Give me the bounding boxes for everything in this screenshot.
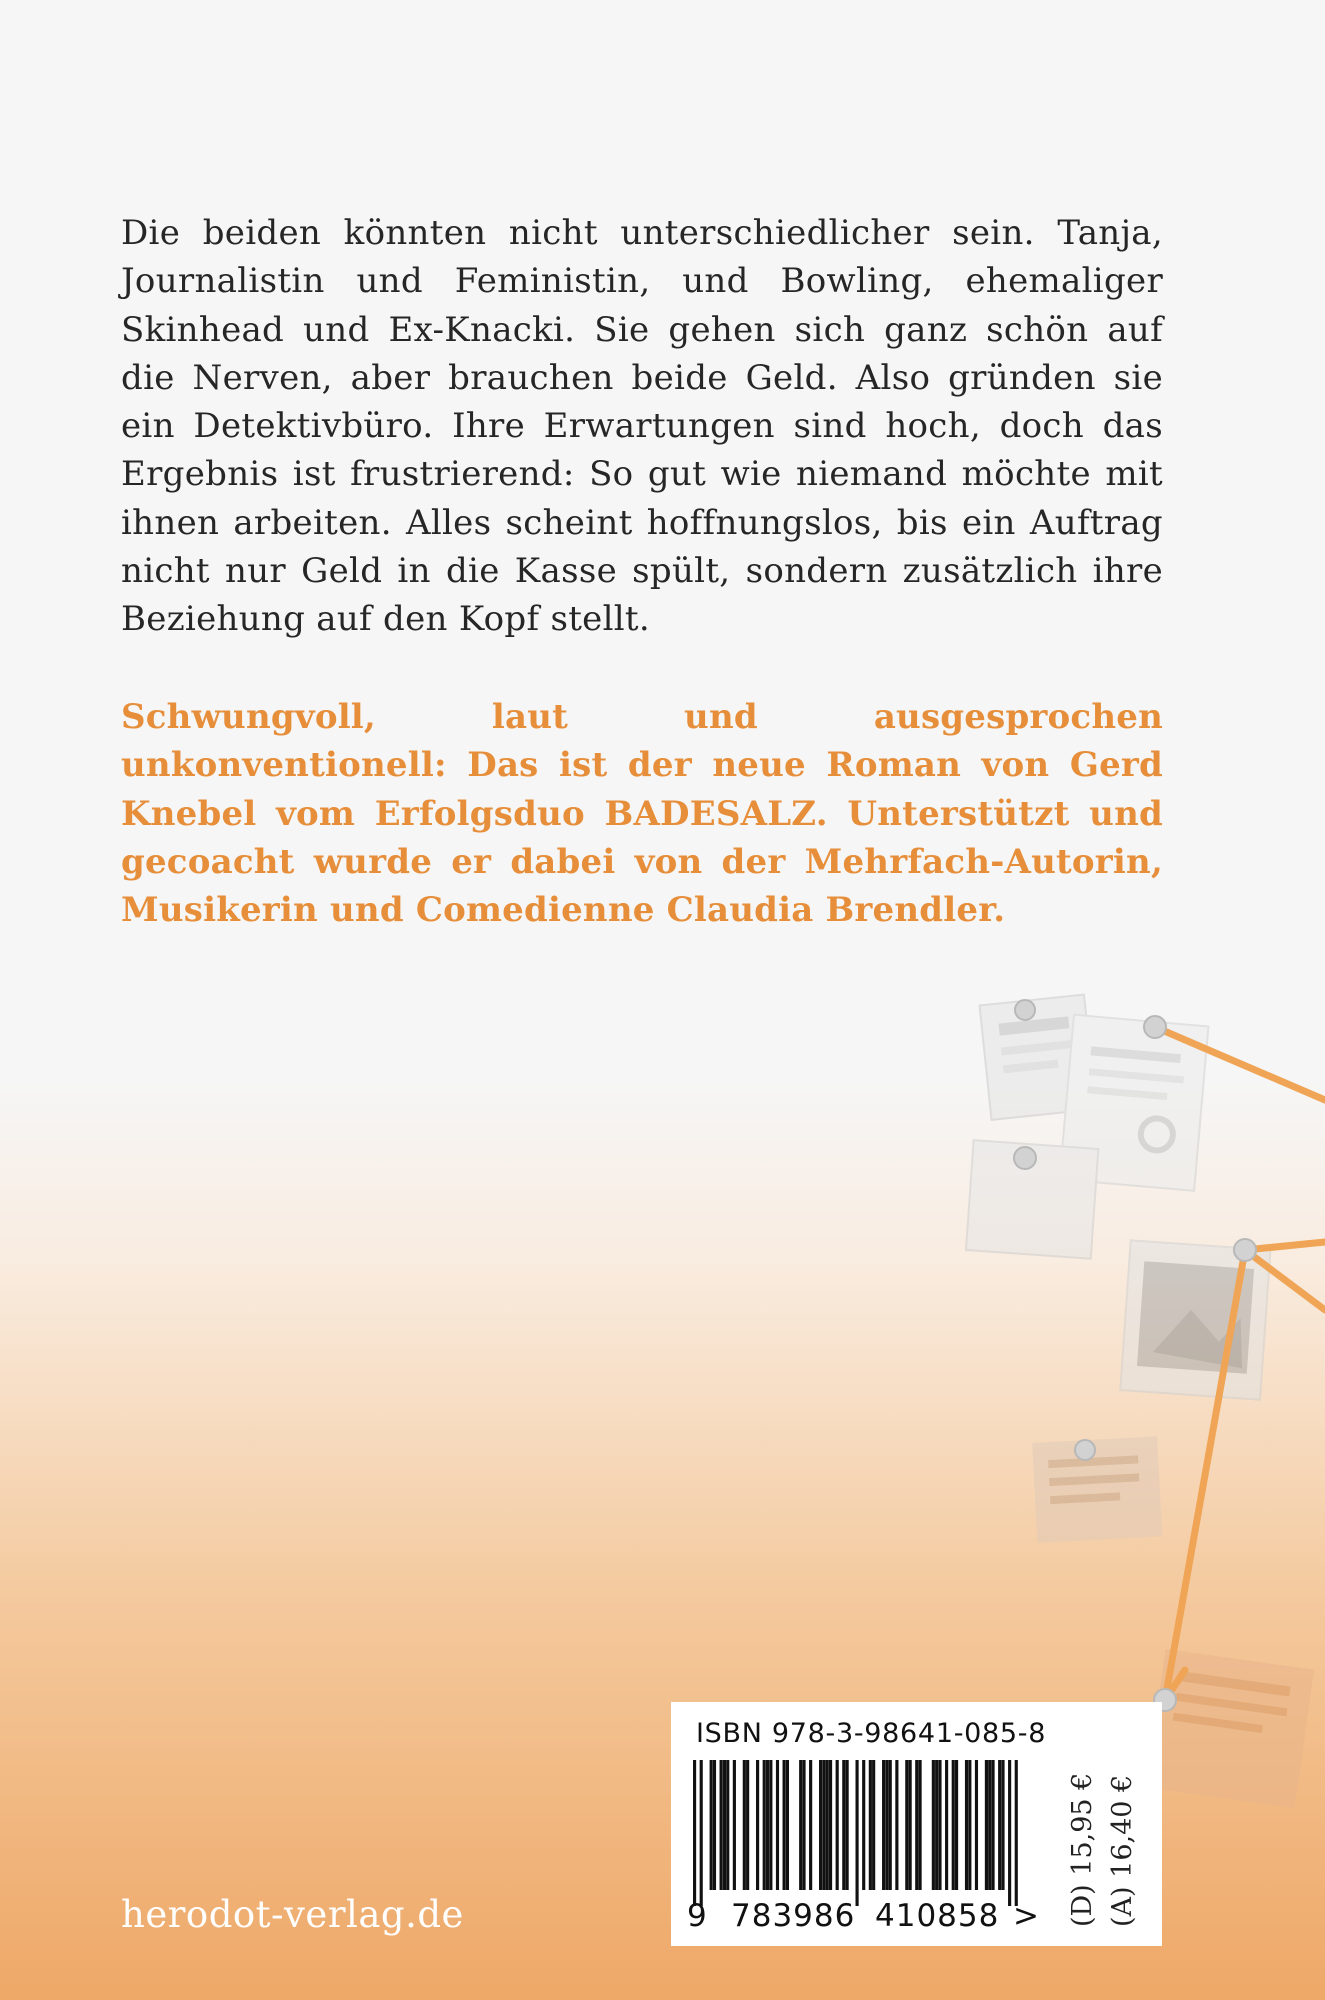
barcode-bar [836, 1760, 839, 1890]
barcode-bar [905, 1760, 908, 1890]
barcode-bar [776, 1760, 779, 1890]
barcode-bar [819, 1760, 822, 1890]
barcode-bar [985, 1760, 988, 1890]
barcode-bar [713, 1760, 716, 1890]
barcode-bar [889, 1760, 892, 1890]
barcode-bar [769, 1760, 772, 1890]
barcode-digits-left: 783986 [731, 1898, 856, 1934]
barcode-digits-right: 410858 [875, 1898, 1000, 1934]
barcode-bar [763, 1760, 766, 1890]
barcode-bar [693, 1760, 696, 1906]
barcode-bar [955, 1760, 958, 1890]
barcode-bar [766, 1760, 769, 1890]
publisher-url: herodot-verlag.de [121, 1893, 464, 1936]
price-germany: (D) 15,95 € [1067, 1772, 1098, 1927]
barcode-bar [799, 1760, 802, 1890]
barcode-bar [826, 1760, 829, 1890]
blurb-promo-text: Schwungvoll, laut und ausgesprochen unkonventionell: Das ist der neue Roman von Gerd Knebel vom Erfolgsduo BADESALZ. Unterstützt und gecoacht wurde er dabei von der Mehrfach-Autorin, Musikerin und Comedienne Claudia Brendler. [121, 697, 1163, 931]
barcode-bar [998, 1760, 1001, 1890]
barcode-bar [710, 1760, 713, 1890]
barcode-bar [786, 1760, 789, 1890]
barcode-bar [822, 1760, 825, 1890]
barcode-bar [862, 1760, 865, 1890]
barcode-bar [932, 1760, 935, 1890]
barcode-bar [842, 1760, 845, 1890]
barcode-bar [919, 1760, 922, 1890]
barcode-bar [726, 1760, 729, 1890]
barcode-bar [945, 1760, 948, 1890]
barcode-end-marker: > [1013, 1898, 1039, 1934]
barcode-bar [938, 1760, 941, 1890]
barcode-bars [693, 1760, 1018, 1906]
barcode-bar [968, 1760, 971, 1890]
barcode-bar [909, 1760, 912, 1890]
barcode-bar [700, 1760, 703, 1906]
barcode-bar [975, 1760, 978, 1890]
barcode-bar [991, 1760, 994, 1890]
barcode-bar [846, 1760, 849, 1890]
barcode-bar [856, 1760, 859, 1906]
barcode-bar [743, 1760, 746, 1890]
barcode-bar [965, 1760, 968, 1890]
barcode-bar [1015, 1760, 1018, 1906]
barcode-bar [895, 1760, 898, 1890]
barcode-bar [720, 1760, 723, 1890]
barcode-bar [746, 1760, 749, 1890]
barcode-bar [988, 1760, 991, 1890]
isbn-barcode-label [671, 1702, 1162, 1946]
barcode-bar [885, 1760, 888, 1890]
barcode-bar [869, 1760, 872, 1890]
barcode-bar [733, 1760, 736, 1890]
price-austria: (A) 16,40 € [1107, 1774, 1138, 1927]
barcode-bar [809, 1760, 812, 1890]
barcode-digit-first: 9 [687, 1898, 707, 1934]
barcode-bar [952, 1760, 955, 1890]
barcode-bar [872, 1760, 875, 1890]
barcode-bar [802, 1760, 805, 1890]
barcode-bar [915, 1760, 918, 1890]
blurb-main-text: Die beiden könnten nicht unterschiedlicher sein. Tanja, Journalistin und Feministin, und Bowling, ehemaliger Skinhead und Ex-Knacki. Sie gehen sich ganz schön auf die Nerven, aber brauchen beide Geld. Also gründen sie ein Detektivbüro. Ihre Erwartungen sind hoch, doch das Ergebnis ist frustrierend: So gut wie niemand möchte mit ihnen arbeiten. Alles scheint hoffnungslos, bis ein Auftrag nicht nur Geld in die Kasse spült, sondern zusätzlich ihre Beziehung auf den Kopf stellt. [121, 213, 1163, 640]
pinboard-notes [966, 995, 1314, 1809]
barcode-bar [935, 1760, 938, 1890]
barcode-bar [1001, 1760, 1004, 1890]
barcode-bar [829, 1760, 832, 1890]
barcode-bar [756, 1760, 759, 1890]
barcode-bar [723, 1760, 726, 1890]
isbn-number: ISBN 978-3-98641-085-8 [696, 1718, 1047, 1749]
barcode-bar [882, 1760, 885, 1890]
barcode-bar [783, 1760, 786, 1890]
barcode-bar [1008, 1760, 1011, 1906]
